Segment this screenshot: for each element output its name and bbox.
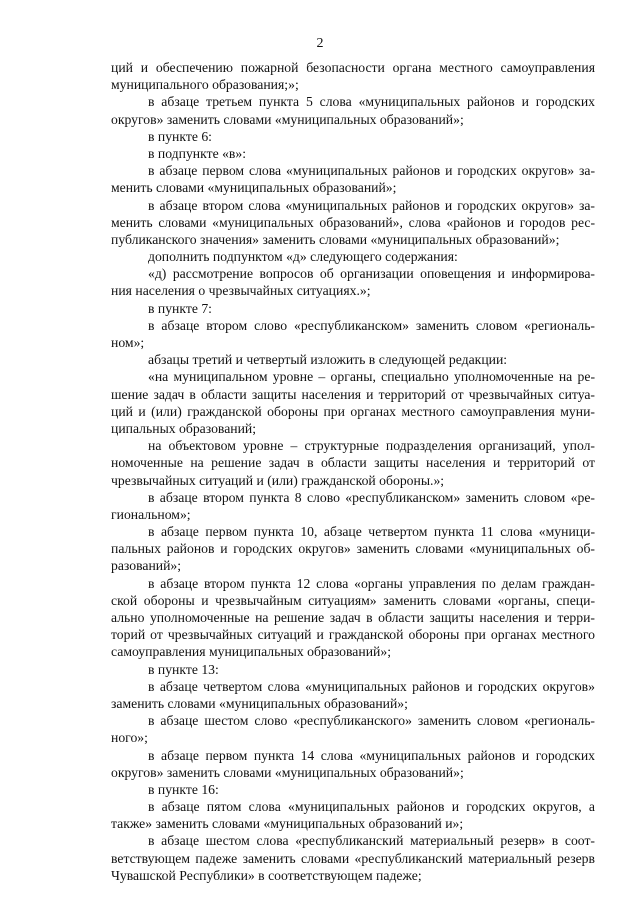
text-line: также» заменить словами «муниципальных образований и»; [111,816,464,832]
text-line: гиональном»; [111,506,191,522]
text-line: номоченные на решение задач в области защиты населения и территорий от [111,455,595,471]
text-line: ций и обеспечению пожарной безопасности органа местного самоуправления [111,60,595,75]
text-line: в абзаце пятом слова «муниципальных районов и городских округов, а [148,799,595,815]
text-line: разований»; [111,558,182,574]
text-line: в пункте 13: [148,661,219,677]
text-line: муниципального образования;»; [111,77,299,93]
text-line: дополнить подпунктом «д» следующего содержания: [148,249,458,265]
text-line: в пункте 7: [148,300,212,316]
text-line: «на муниципальном уровне – органы, специально уполномоченные на ре- [148,369,595,385]
text-line: ципальных образований; [111,420,257,436]
text-line: ской обороны и чрезвычайным ситуациям» заменить словами «органы, специ- [111,592,595,608]
text-line: шение задач в области защиты населения и территорий от чрезвычайных ситуа- [111,386,595,402]
text-line: ветствующем падеже заменить словами «республиканский материальный резерв [111,850,595,866]
text-line: в пункте 6: [148,128,212,144]
text-line: в абзаце третьем пункта 5 слова «муниципальных районов и городских [148,94,595,110]
text-line: ния населения о чрезвычайных ситуациях.»; [111,283,371,299]
text-line: публиканского значения» заменить словами «муниципальных образований»; [111,231,560,247]
text-line: в абзаце втором пункта 8 слово «республиканском» заменить словом «ре- [148,489,595,505]
text-line: ально уполномоченные на решение задач в области защиты населения и терри- [111,610,595,625]
text-line: менить словами «муниципальных образований»; [111,180,397,196]
text-line: в абзаце четвертом слова «муниципальных районов и городских округов» [148,678,595,694]
text-line: в абзаце шестом слово «республиканского» заменить словом «региональ- [148,713,595,729]
text-line: Чувашской Республики» в соответствующем падеже; [111,867,422,883]
text-line: в абзаце первом пункта 14 слова «муниципальных районов и городских [148,747,595,763]
text-line: округов» заменить словами «муниципальных образований»; [111,111,464,127]
text-line: самоуправления муниципальных образований»; [111,644,392,660]
text-line: в абзаце втором слова «муниципальных районов и городских округов» за- [148,197,595,213]
text-line: в абзаце втором пункта 12 слова «органы управления по делам граждан- [148,575,595,591]
document-body [111,59,595,884]
text-line: ном»; [111,335,145,350]
text-line: чрезвычайных ситуаций и (или) гражданской обороны.»; [111,472,445,488]
text-line: в абзаце первом слова «муниципальных районов и городских округов» за- [148,163,595,179]
page-number: 2 [316,36,324,51]
text-line: заменить словами «муниципальных образований»; [111,695,408,711]
text-line: «д) рассмотрение вопросов об организации оповещения и информирова- [148,266,595,282]
text-line: в абзаце втором слово «республиканском» заменить словом «региональ- [148,317,595,333]
text-line: пальных районов и городских округов» заменить словами «муниципальных об- [111,541,595,557]
text-line: ций и (или) гражданской обороны при органах местного самоуправления муни- [111,403,595,419]
text-line: абзацы третий и четвертый изложить в следующей редакции: [148,352,508,368]
text-line: в абзаце первом пункта 10, абзаце четвертом пункта 11 слова «муници- [148,524,595,540]
text-line: в подпункте «в»: [148,145,247,161]
text-line: торий от чрезвычайных ситуаций и гражданской обороны при органах местного [111,627,595,643]
text-line: в абзаце шестом слова «республиканский материальный резерв» в соот- [148,833,595,849]
text-line: ного»; [111,730,148,746]
text-line: менить словами «муниципальных образований», слова «районов и городов рес- [111,214,595,230]
text-line: в пункте 16: [148,781,219,797]
text-line: округов» заменить словами «муниципальных образований»; [111,764,464,780]
text-line: на объектовом уровне – структурные подразделения организаций, упол- [148,438,595,454]
